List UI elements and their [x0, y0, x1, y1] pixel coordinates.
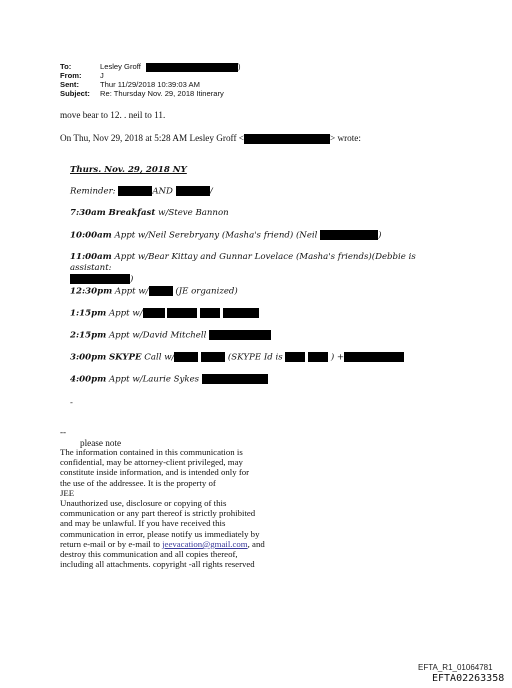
quote-intro-prefix: On Thu, Nov 29, 2018 at 5:28 AM Lesley Groff <	[60, 133, 244, 143]
disclaimer-line: communication or any part thereof is strictly prohibited	[60, 508, 256, 519]
reminder-label: Reminder:	[70, 186, 116, 197]
disclaimer-line: confidential, may be attorney-client privileged, may	[60, 457, 243, 468]
from-label: From:	[60, 71, 82, 80]
item-time: 12:30pm	[70, 286, 113, 297]
itinerary-item	[70, 252, 450, 286]
redaction-box	[146, 63, 238, 72]
disclaimer-line: destroy this communication and all copies thereof,	[60, 549, 238, 560]
item-tail: )	[130, 274, 134, 285]
disclaimer-line: including all attachments. copyright -all rights reserved	[60, 559, 255, 570]
item-time: 10:00am	[70, 230, 112, 241]
item-text: Appt w/	[112, 286, 149, 297]
reply-text: move bear to 12. . neil to 11.	[60, 110, 166, 120]
to-suffix: )	[237, 62, 241, 71]
subject-label: Subject:	[60, 89, 90, 98]
redaction-box	[176, 186, 210, 196]
redaction-box	[200, 308, 220, 318]
from-value: J	[100, 71, 104, 80]
signature-separator: --	[60, 427, 67, 437]
redaction-box	[244, 134, 330, 144]
to-value	[100, 62, 240, 72]
disclaimer-line: JEE	[60, 487, 75, 498]
item-text: Appt w/David Mitchell	[106, 330, 207, 341]
sent-value: Thur 11/29/2018 10:39:03 AM	[100, 80, 200, 89]
redaction-box	[174, 352, 198, 362]
itinerary-item	[70, 230, 382, 242]
redaction-box	[209, 330, 271, 340]
subject-value: Re: Thursday Nov. 29, 2018 Itinerary	[100, 89, 224, 98]
to-label: To:	[60, 62, 72, 71]
email-line-prefix: return e-mail or by e-mail to	[60, 538, 163, 549]
disclaimer-line: communication in error, please notify us immediately by	[60, 528, 260, 539]
item-bold-word: SKYPE	[108, 352, 142, 363]
itinerary-date-heading: Thurs. Nov. 29, 2018 NY	[70, 165, 187, 175]
item-text: Call w/	[141, 352, 175, 363]
item-tail: ) +	[328, 352, 345, 363]
disclaimer-line: Unauthorized use, disclosure or copying of this	[60, 498, 227, 509]
item-text: Appt w/	[106, 308, 143, 319]
redaction-box	[167, 308, 197, 318]
redaction-box	[202, 374, 268, 384]
item-tail: )	[378, 230, 382, 241]
item-text: Appt w/Laurie Sykes	[106, 374, 200, 385]
redaction-box	[308, 352, 328, 362]
redaction-box	[344, 352, 404, 362]
redaction-box	[118, 186, 152, 196]
disclaimer-line: constitute inside information, and is intended only for	[60, 467, 250, 478]
itinerary-item	[70, 330, 271, 342]
redaction-box	[320, 230, 378, 240]
item-time: 7:30am	[70, 208, 106, 218]
reminder-end: /	[209, 186, 213, 197]
itinerary-item	[70, 208, 229, 219]
disclaimer-line: and may be unlawful. If you have received this	[60, 518, 226, 529]
confidentiality-disclaimer	[60, 447, 310, 569]
item-time: 1:15pm	[70, 308, 107, 319]
redaction-box	[223, 308, 259, 318]
item-mid: (SKYPE Id is	[225, 352, 283, 363]
item-bold-word: Breakfast	[108, 208, 156, 218]
bates-stamp-large: EFTA02263358	[432, 673, 505, 684]
redaction-box	[201, 352, 225, 362]
item-time: 3:00pm	[70, 352, 107, 363]
disclaimer-email-line	[60, 539, 310, 549]
itinerary-item	[70, 286, 238, 298]
redaction-box	[149, 286, 173, 296]
itinerary-item	[70, 352, 404, 364]
quote-intro	[60, 133, 361, 144]
email-link[interactable]: jeevacation@gmail.com	[162, 538, 248, 549]
item-time: 4:00pm	[70, 374, 107, 385]
redaction-box	[70, 274, 130, 284]
email-header	[60, 62, 300, 102]
disclaimer-line: The information contained in this communication is	[60, 447, 243, 457]
item-tail: (JE organized)	[172, 286, 238, 297]
reminder-and: AND	[152, 186, 173, 197]
itinerary-dash: -	[70, 398, 73, 408]
item-time: 11:00am	[70, 252, 112, 262]
to-name: Lesley Groff	[100, 62, 141, 71]
itinerary-item	[70, 308, 259, 320]
bates-stamp-small: EFTA_R1_01064781	[418, 663, 493, 672]
sent-label: Sent:	[60, 80, 79, 89]
redaction-box	[143, 308, 165, 318]
item-text: Appt w/Neil Serebryany (Masha's friend) (Neil	[111, 230, 318, 241]
item-time: 2:15pm	[70, 330, 107, 341]
please-note: please note	[80, 438, 122, 448]
disclaimer-line: the use of the addressee. It is the property of	[60, 477, 216, 488]
quote-intro-suffix: > wrote:	[329, 133, 361, 143]
item-text: w/Steve Bannon	[155, 208, 229, 218]
redaction-box	[285, 352, 305, 362]
itinerary-reminder	[70, 186, 213, 198]
item-text: Appt w/Bear Kittay and Gunnar Lovelace (Masha's friends)(Debbie is assistant:	[70, 252, 416, 273]
email-line-suffix: , and	[247, 538, 265, 549]
itinerary-item	[70, 374, 268, 386]
